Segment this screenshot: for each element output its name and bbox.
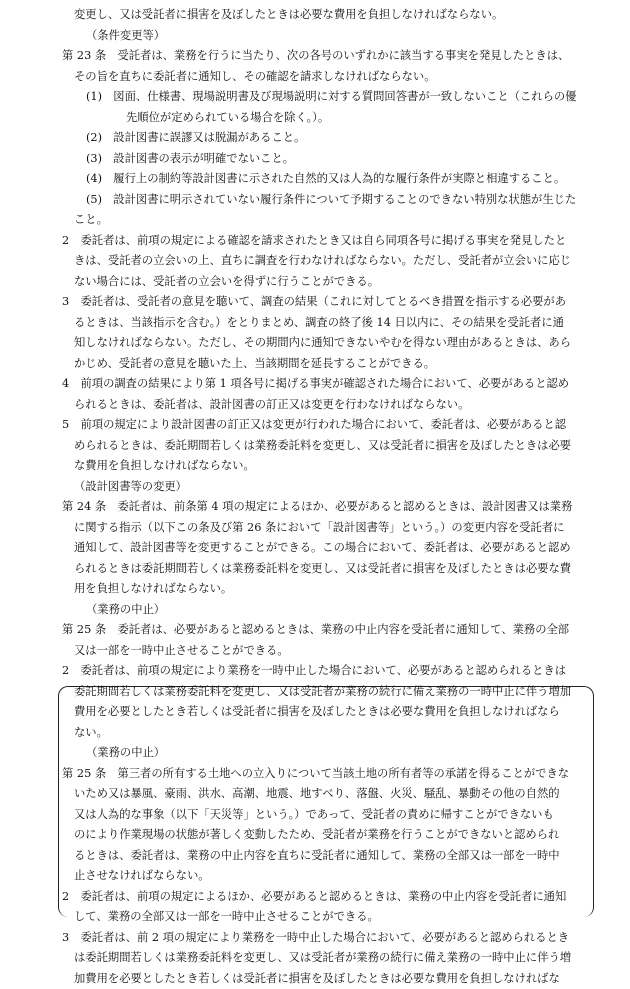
text-line: 第 25 条 委託者は、必要があると認めるときは、業務の中止内容を受託者に通知して、業務の全部 [62,620,569,641]
text-line: ない場合には、受託者の立会いを得ずに行うことができる。 [74,272,379,293]
text-line: 第 24 条 委託者は、前条第 4 項の規定によるほか、必要があると認めるときは、設計図書又は業務 [62,497,572,518]
text-line: のにより作業現場の状態が著しく変動したため、受託者が業務を行うことができないと認められ [74,825,559,846]
text-line: 2 委託者は、前項の規定による確認を請求されたとき又は自ら同項各号に掲げる事実を発見したと [62,231,566,252]
text-line: な費用を負担しなければならない。 [74,456,255,477]
text-line: められるときは、委託期間若しくは業務委託料を変更し、又は受託者に損害を及ぼしたときは必要 [74,436,571,457]
text-line: られるときは委託期間若しくは業務委託料を変更し、又は受託者に損害を及ぼしたときは必要な費 [74,559,571,580]
text-line: 知しなければならない。ただし、その期間内に通知できないやむを得ない理由があるときは、あら [74,333,571,354]
text-line: 4 前項の調査の結果により第 1 項各号に掲げる事実が確認された場合において、必要があると認め [62,374,569,395]
text-line: 2 委託者は、前項の規定によるほか、必要があると認めるときは、業務の中止内容を受託者に通知 [62,887,566,908]
text-line: 変更し、又は受託者に損害を及ぼしたときは必要な費用を負担しなければならない。 [74,5,503,26]
text-line: （業務の中止） [86,600,165,621]
text-line: 2 委託者は、前項の規定により業務を一時中止した場合において、必要があると認められるときは [62,661,566,682]
text-line: （条件変更等） [86,26,165,47]
text-line: は委託期間若しくは業務委託料を変更し、又は受託者が業務の続行に備え業務の一時中止に伴う増 [74,948,571,969]
text-line: られるときは、委託者は、設計図書の訂正又は変更を行わなければならない。 [74,395,469,416]
text-line: 第 25 条 第三者の所有する土地への立入りについて当該土地の所有者等の承諾を得ることができな [62,764,569,785]
text-line: して、業務の全部又は一部を一時中止させることができる。 [74,907,379,928]
text-line: 止させなければならない。 [74,866,210,887]
text-line: 3 委託者は、受託者の意見を聴いて、調査の結果（これに対してとるべき措置を指示する必要があ [62,292,566,313]
text-line: (1) 図面、仕様書、現場説明書及び現場説明に対する質問回答書が一致しないこと（これらの優 [86,87,576,108]
text-line: （業務の中止） [86,743,165,764]
text-line: (3) 設計図書の表示が明確でないこと。 [86,149,294,170]
text-line: 又は人為的な事象（以下「天災等」という。）であって、受託者の責めに帰すことができないも [74,805,554,826]
text-line: 第 23 条 受託者は、業務を行うに当たり、次の各号のいずれかに該当する事実を発見したときは、 [62,46,569,67]
text-line: その旨を直ちに委託者に通知し、その確認を請求しなければならない。 [74,67,436,88]
text-line: 5 前項の規定により設計図書の訂正又は変更が行われた場合において、委託者は、必要があると認 [62,415,566,436]
text-line: 用を負担しなければならない。 [74,579,232,600]
text-line: 又は一部を一時中止させることができる。 [74,641,289,662]
text-line: 費用を必要としたとき若しくは受託者に損害を及ぼしたときは必要な費用を負担しなければなら [74,702,560,723]
text-line: (2) 設計図書に誤謬又は脱漏があること。 [86,128,305,149]
text-line: 3 委託者は、前 2 項の規定により業務を一時中止した場合において、必要があると認められるとき [62,928,569,949]
text-line: に関する指示（以下この条及び第 26 条において「設計図書等」という。）の変更内容を受託者に [74,518,564,539]
text-line: (5) 設計図書に明示されていない履行条件について予期することのできない特別な状態が生じた [86,190,576,211]
text-line: いため又は暴風、豪雨、洪水、高潮、地震、地すべり、落盤、火災、騒乱、暴動その他の自然的 [74,784,560,805]
text-line: るときは、委託者は、業務の中止内容を直ちに受託者に通知して、業務の全部又は一部を一時中 [74,846,560,867]
text-line: 委託期間若しくは業務委託料を変更し、又は受託者が業務の続行に備え業務の一時中止に伴う増加 [74,682,571,703]
text-line: きは、受託者の立会いの上、直ちに調査を行わなければならない。ただし、受託者が立会いに応じ [74,251,571,272]
text-line: かじめ、受託者の意見を聴いた上、当該期間を延長することができる。 [74,354,435,375]
text-line: （設計図書等の変更） [74,477,187,498]
text-line: (4) 履行上の制約等設計図書に示された自然的又は人為的な履行条件が実際と相違すること。 [86,169,565,190]
text-line: 加費用を必要としたとき若しくは受託者に損害を及ぼしたときは必要な費用を負担しなければな [74,969,560,989]
text-line: 先順位が定められている場合を除く。）。 [126,108,329,129]
text-line: 通知して、設計図書等を変更することができる。この場合において、委託者は、必要があると認め [74,538,571,559]
text-line: るときは、当該指示を含む。）をとりまとめ、調査の終了後 14 日以内に、その結果を受託者に通 [74,313,564,334]
text-line: こと。 [74,210,108,231]
text-line: ない。 [74,723,108,744]
